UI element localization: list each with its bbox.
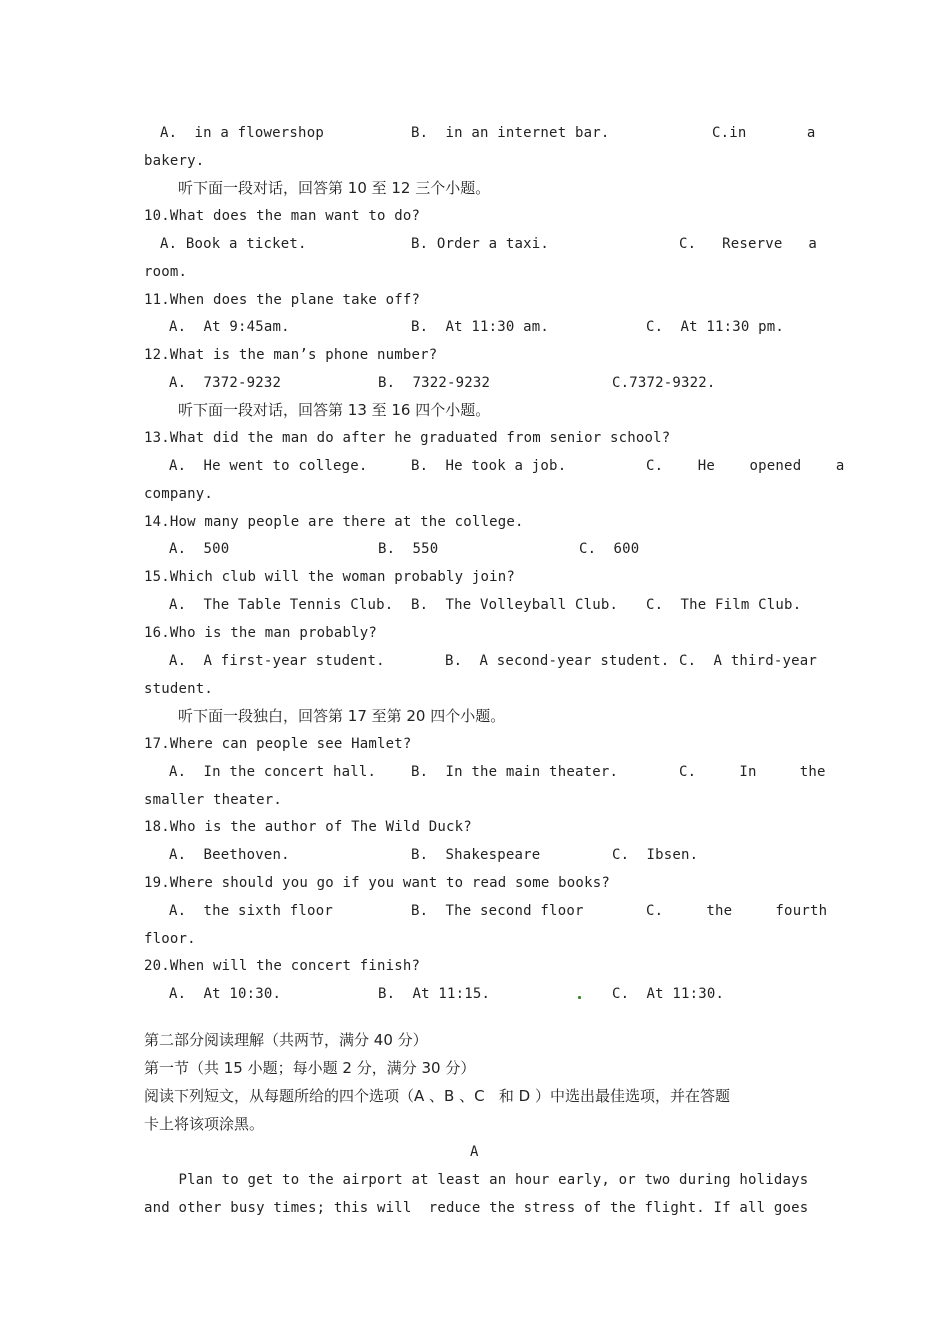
part2-title: 第二部分阅读理解（共两节，满分 40 分）: [144, 1031, 428, 1049]
q18-option-c: C. Ibsen.: [612, 847, 699, 863]
q12-option-a: A. 7372-9232: [169, 375, 282, 391]
q15-option-a: A. The Table Tennis Club.: [169, 597, 394, 613]
q19-option-c: C. the fourth: [646, 903, 828, 919]
q15-option-b: B. The Volleyball Club.: [411, 597, 619, 613]
question-17: 17.Where can people see Hamlet?: [144, 736, 412, 752]
q13-option-c: C. He opened a: [646, 458, 845, 474]
q13-option-a: A. He went to college.: [169, 458, 368, 474]
question-20: 20.When will the concert finish?: [144, 958, 421, 974]
q20-option-c: C. At 11:30.: [612, 986, 725, 1002]
q20-option-a: A. At 10:30.: [169, 986, 282, 1002]
q16-option-c-cont: student.: [144, 681, 214, 697]
q10-option-a: A. Book a ticket.: [160, 236, 307, 252]
q16-option-b: B. A second-year student.: [445, 653, 670, 669]
q17-option-a: A. In the concert hall.: [169, 764, 377, 780]
question-13: 13.What did the man do after he graduated from senior school?: [144, 430, 671, 446]
q12-option-b: B. 7322-9232: [378, 375, 491, 391]
q16-option-c: C. A third-year: [679, 653, 818, 669]
q14-option-c: C. 600: [579, 541, 640, 557]
section-heading-1: 听下面一段对话，回答第 10 至 12 三个小题。: [178, 179, 491, 197]
q19-option-c-cont: floor.: [144, 931, 196, 947]
q10-option-c: C. Reserve a: [679, 236, 818, 252]
passage-a-line1: Plan to get to the airport at least an hour early, or two during holidays: [144, 1172, 809, 1188]
q9-option-c-cont: bakery.: [144, 153, 205, 169]
q9-option-c: C.in a: [712, 125, 816, 141]
q17-option-c: C. In the: [679, 764, 826, 780]
question-19: 19.Where should you go if you want to read some books?: [144, 875, 610, 891]
q10-option-c-cont: room.: [144, 264, 188, 280]
q18-option-a: A. Beethoven.: [169, 847, 290, 863]
q17-option-b: B. In the main theater.: [411, 764, 619, 780]
q17-option-c-cont: smaller theater.: [144, 792, 283, 808]
question-11: 11.When does the plane take off?: [144, 292, 421, 308]
part2-subsection: 第一节（共 15 小题；每小题 2 分，满分 30 分）: [144, 1059, 476, 1077]
question-10: 10.What does the man want to do?: [144, 208, 421, 224]
q16-option-a: A. A first-year student.: [169, 653, 385, 669]
q9-option-b: B. in an internet bar.: [411, 125, 610, 141]
q19-option-a: A. the sixth floor: [169, 903, 333, 919]
green-dot-mark: [578, 996, 581, 999]
q10-option-b: B. Order a taxi.: [411, 236, 550, 252]
question-14: 14.How many people are there at the college.: [144, 514, 524, 530]
q13-option-c-cont: company.: [144, 486, 214, 502]
q12-option-c: C.7372-9322.: [612, 375, 716, 391]
q11-option-b: B. At 11:30 am.: [411, 319, 550, 335]
section-heading-3: 听下面一段独白，回答第 17 至第 20 四个小题。: [178, 707, 506, 725]
q11-option-c: C. At 11:30 pm.: [646, 319, 785, 335]
question-18: 18.Who is the author of The Wild Duck?: [144, 819, 472, 835]
q9-option-a: A. in a flowershop: [160, 125, 324, 141]
q18-option-b: B. Shakespeare: [411, 847, 541, 863]
q19-option-b: B. The second floor: [411, 903, 584, 919]
part2-instruction-line2: 卡上将该项涂黑。: [144, 1115, 265, 1133]
section-heading-2: 听下面一段对话，回答第 13 至 16 四个小题。: [178, 401, 491, 419]
q14-option-a: A. 500: [169, 541, 230, 557]
passage-a-line2: and other busy times; this will reduce the stress of the flight. If all goes: [144, 1200, 809, 1216]
q11-option-a: A. At 9:45am.: [169, 319, 290, 335]
question-16: 16.Who is the man probably?: [144, 625, 377, 641]
part2-instruction-line1: 阅读下列短文，从每题所给的四个选项（A 、B 、C 和 D ）中选出最佳选项，并在答题: [144, 1087, 730, 1105]
q15-option-c: C. The Film Club.: [646, 597, 802, 613]
q20-option-b: B. At 11:15.: [378, 986, 491, 1002]
q14-option-b: B. 550: [378, 541, 439, 557]
passage-label: A: [470, 1144, 479, 1160]
question-12: 12.What is the man’s phone number?: [144, 347, 438, 363]
q13-option-b: B. He took a job.: [411, 458, 567, 474]
question-15: 15.Which club will the woman probably join?: [144, 569, 516, 585]
